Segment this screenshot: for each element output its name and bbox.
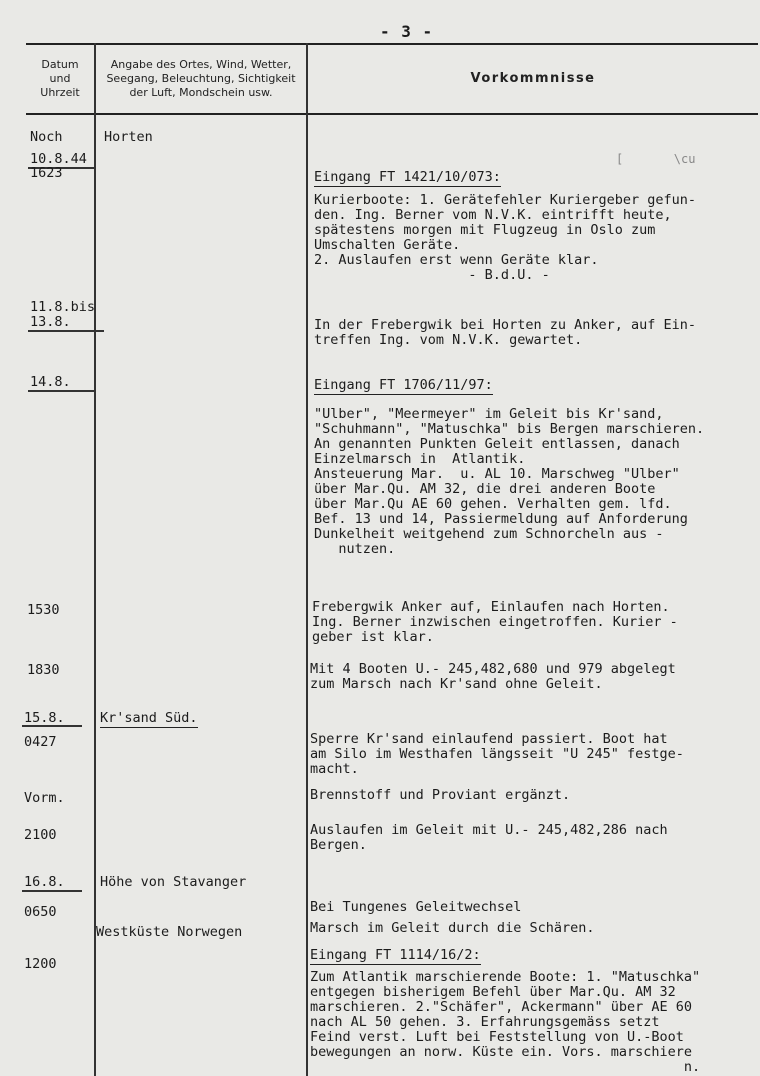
entry-line: zum Marsch nach Kr'sand ohne Geleit. [310,676,603,692]
date-10-8: 10.8.44 [30,151,87,167]
date-16-8: 16.8. [24,874,65,890]
entry-line: "Schuhmann", "Matuschka" bis Bergen marschieren. [314,421,705,437]
entry-body [314,407,704,557]
entry-line: "Ulber", "Meermeyer" im Geleit bis Kr'sand, [314,406,664,422]
entry-line: den. Ing. Berner vom N.V.K. eintrifft heute, [314,207,672,223]
entry-line: über Mar.Qu. AM 32, die drei anderen Boote [314,481,656,497]
header-col-ort-line: Seegang, Beleuchtung, Sichtigkeit [106,72,296,85]
entry-line: geber ist klar. [312,629,434,645]
entry-line: Sperre Kr'sand einlaufend passiert. Boot hat [310,731,668,747]
entry-line: Bergen. [310,837,367,853]
entry-line: Dunkelheit weitgehend zum Schnorcheln aus - [314,526,664,542]
time-1830: 1830 [27,662,60,678]
header-bottom-rule [26,113,758,115]
column-divider-2 [306,43,308,1076]
entry-line: bewegungen an norw. Küste ein. Vors. marschiere [310,1044,693,1060]
column-divider-1 [94,43,96,1076]
entry-line: am Silo im Westhafen längsseit "U 245" festge- [310,746,684,762]
time-1530: 1530 [27,602,60,618]
entry-line: Auslaufen im Geleit mit U.- 245,482,286 nach [310,822,668,838]
date-separator [28,390,94,392]
time-1623: 1623 [30,165,63,181]
header-col-datum-line: und [49,72,71,85]
place-westkueste: Westküste Norwegen [96,924,243,940]
date-noch: Noch [30,129,63,145]
entry-line: marschieren. 2."Schäfer", Ackermann" über AE 60 [310,999,693,1015]
entry-line: An genannten Punkten Geleit entlassen, danach [314,436,680,452]
header-col-datum-line: Datum [41,58,79,71]
entry-line: - B.d.U. - [314,267,550,283]
entry-line: Brennstoff und Proviant ergänzt. [310,787,571,803]
date-separator [28,330,104,332]
entry-line: In der Frebergwik bei Horten zu Anker, auf Ein- [314,317,697,333]
entry-body [314,193,696,283]
place-krsand: Kr'sand Süd. [100,710,198,726]
place-horten: Horten [104,129,153,145]
header-col-ort [97,58,305,100]
time-2100: 2100 [24,827,57,843]
entry-line: Bef. 13 und 14, Passiermeldung auf Anforderung [314,511,688,527]
date-15-8: 15.8. [24,710,65,726]
entry-line: Kurierboote: 1. Gerätefehler Kuriergeber gefun- [314,192,697,208]
entry-body [310,662,676,692]
stamp-smudge: [ \cu [616,152,696,166]
entry-line: Feind verst. Luft bei Feststellung von U.-Boot [310,1029,684,1045]
time-1200: 1200 [24,956,57,972]
entry-line: Marsch im Geleit durch die Schären. [310,920,595,936]
time-0427: 0427 [24,734,57,750]
entry-line: Zum Atlantik marschierende Boote: 1. "Matuschka" [310,969,701,985]
entry-line: n. [310,1059,701,1075]
entry-heading: Eingang FT 1421/10/073: [314,169,501,185]
entry-body [314,318,696,348]
entry-body [310,732,684,777]
entry-line: nutzen. [314,541,396,557]
entry-heading: Eingang FT 1706/11/97: [314,377,493,393]
entry-line: Ing. Berner inzwischen eingetroffen. Kurier - [312,614,678,630]
entry-line: treffen Ing. vom N.V.K. gewartet. [314,332,583,348]
entry-line: Umschalten Geräte. [314,237,461,253]
entry-line: 2. Auslaufen erst wenn Geräte klar. [314,252,599,268]
date-14-8: 14.8. [30,374,71,390]
entry-line: entgegen bisherigem Befehl über Mar.Qu. AM 32 [310,984,676,1000]
time-0650: 0650 [24,904,57,920]
header-col-datum [28,58,92,100]
header-col-ort-line: Angabe des Ortes, Wind, Wetter, [110,58,292,71]
entry-line: macht. [310,761,359,777]
entry-line: Ansteuerung Mar. u. AL 10. Marschweg "Ulber" [314,466,680,482]
date-11-8: 11.8.bis [30,299,96,315]
entry-line: über Mar.Qu AE 60 gehen. Verhalten gem. lfd. [314,496,672,512]
entry-line: nach AL 50 gehen. 3. Erfahrungsgemäss setzt [310,1014,660,1030]
entry-body [310,970,700,1075]
time-vorm: Vorm. [24,790,65,806]
entry-body [310,823,668,853]
entry-line: Mit 4 Booten U.- 245,482,680 und 979 abgelegt [310,661,676,677]
header-col-ort-line: der Luft, Mondschein usw. [129,86,273,99]
date-13-8: 13.8. [30,314,71,330]
entry-line: Einzelmarsch in Atlantik. [314,451,526,467]
entry-line: spätestens morgen mit Flugzeug in Oslo zum [314,222,656,238]
entry-heading: Eingang FT 1114/16/2: [310,947,481,963]
page-number: - 3 - [380,22,434,41]
header-col-datum-line: Uhrzeit [40,86,80,99]
header-top-rule [26,43,758,45]
entry-line: Frebergwik Anker auf, Einlaufen nach Horten. [312,599,670,615]
place-stavanger: Höhe von Stavanger [100,874,247,890]
header-col-vorkommnisse: Vorkommnisse [470,71,596,86]
entry-line: Bei Tungenes Geleitwechsel [310,899,522,915]
entry-body [312,600,678,645]
date-separator [22,890,82,892]
